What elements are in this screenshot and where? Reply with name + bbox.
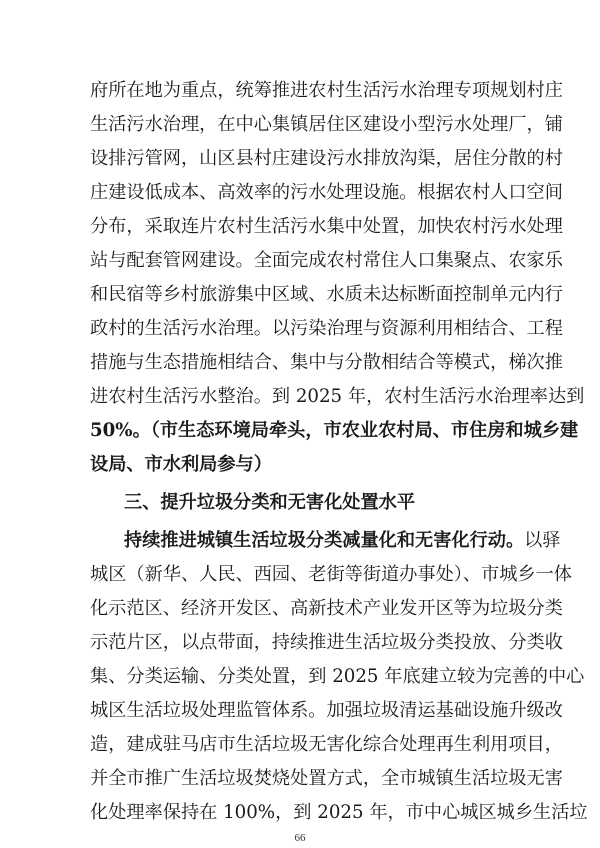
body-text-line: 集、分类运输、分类处置，到 2025 年底建立较为完善的中心	[90, 666, 585, 687]
body-text-line: 政村的生活污水治理。以污染治理与资源利用相结合、工程	[90, 318, 563, 339]
body-text-line: 府所在地为重点，统筹推进农村生活污水治理专项规划村庄	[90, 80, 563, 101]
body-text-line: 分布，采取连片农村生活污水集中处置，加快农村污水处理	[90, 216, 563, 237]
page-number: 66	[294, 832, 306, 844]
body-text-line: 庄建设低成本、高效率的污水处理设施。根据农村人口空间	[90, 182, 563, 203]
body-text-line: 化处理率保持在 100%，到 2025 年，市中心城区城乡生活垃	[90, 802, 588, 823]
body-text-line: 生活污水治理，在中心集镇居住区建设小型污水处理厂，铺	[90, 114, 563, 135]
body-text-line: 50%。（市生态环境局牵头，市农业农村局、市住房和城乡建	[90, 420, 579, 441]
body-text-line: 化示范区、经济开发区、高新技术产业发开区等为垃圾分类	[90, 598, 563, 619]
body-text-line-first	[124, 527, 561, 555]
body-text-line: 城区（新华、人民、西园、老街等街道办事处）、市城乡一体	[90, 564, 572, 585]
body-text-line: 城区生活垃圾处理监管体系。加强垃圾清运基础设施升级改	[90, 700, 563, 721]
body-text-line: 设局、市水利局参与）	[90, 454, 272, 475]
lead-sentence-rest: 以驿	[524, 530, 561, 551]
body-text-line: 站与配套管网建设。全面完成农村常住人口集聚点、农家乐	[90, 250, 563, 271]
body-text-line: 进农村生活污水整治。到 2025 年，农村生活污水治理率达到	[90, 386, 585, 407]
body-text-line: 设排污管网，山区县村庄建设污水排放沟渠，居住分散的村	[90, 148, 563, 169]
section-heading: 三、提升垃圾分类和无害化处置水平	[124, 492, 416, 513]
lead-sentence: 持续推进城镇生活垃圾分类减量化和无害化行动。	[124, 530, 525, 551]
body-text-line: 和民宿等乡村旅游集中区域、水质未达标断面控制单元内行	[90, 284, 563, 305]
body-text-line: 造，建成驻马店市生活垃圾无害化综合处理再生利用项目，	[90, 734, 563, 755]
body-text-line: 措施与生态措施相结合、集中与分散相结合等模式，梯次推	[90, 352, 563, 373]
body-text-line: 并全市推广生活垃圾焚烧处置方式，全市城镇生活垃圾无害	[90, 768, 563, 789]
body-text-line: 示范片区，以点带面，持续推进生活垃圾分类投放、分类收	[90, 632, 563, 653]
